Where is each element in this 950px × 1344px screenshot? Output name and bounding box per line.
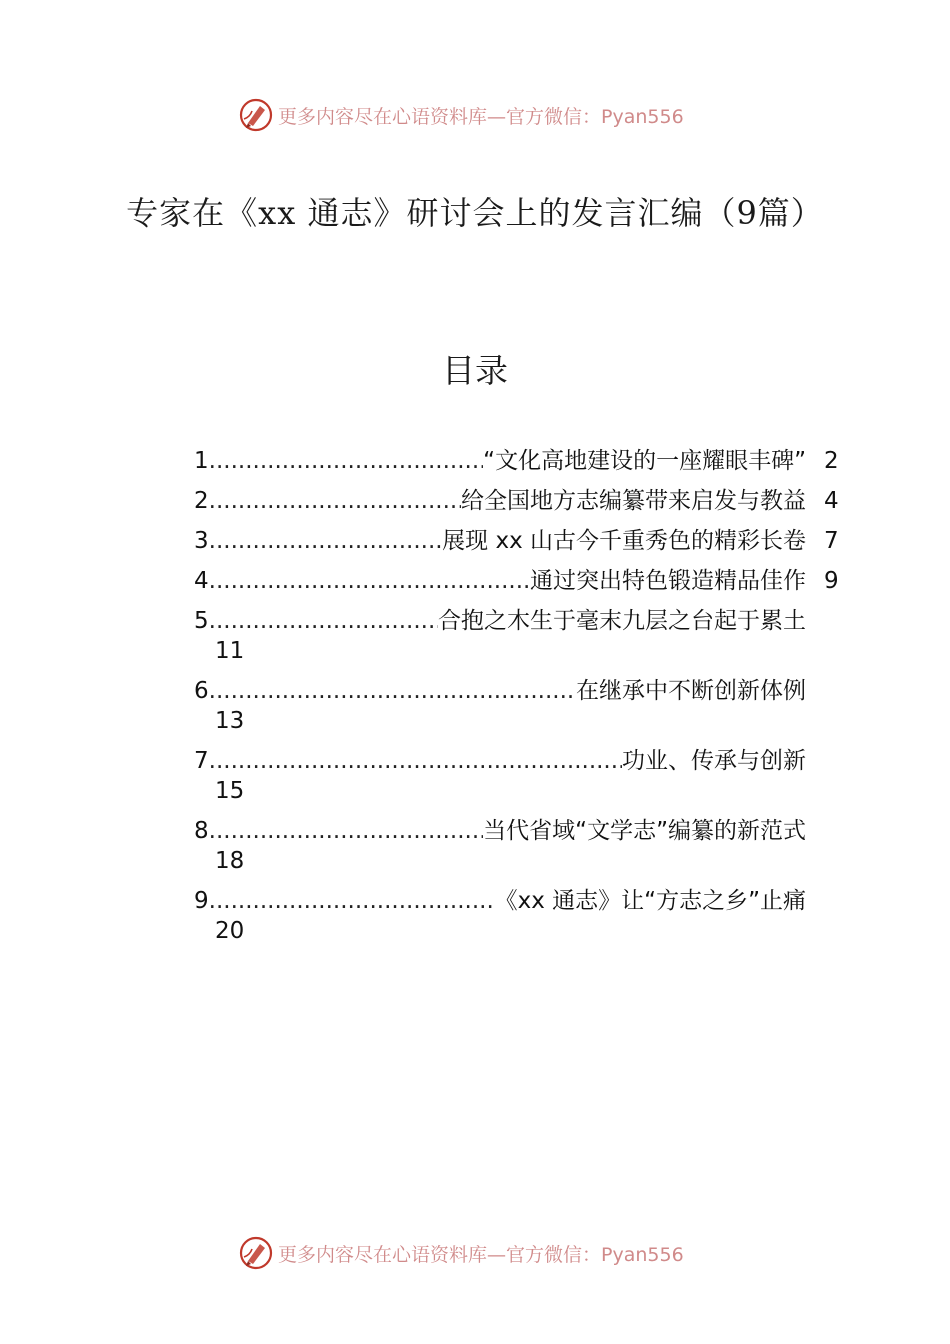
toc-entry-page: 13 [215,708,245,734]
watermark-contact: Pyan556 [601,105,684,128]
toc-entry-number: 3 [194,528,209,554]
watermark-text: 更多内容尽在心语资料库 [278,1243,488,1266]
toc-entry-title: 展现 xx 山古今千重秀色的精彩长卷 [442,528,806,554]
toc-entry-title: 当代省域“文学志”编纂的新范式 [483,818,806,844]
toc-entry-number: 5 [194,608,209,634]
toc-entry-number: 9 [194,888,209,914]
toc-entry-title: 在继承中不断创新体例 [576,678,806,704]
toc-entry[interactable] [194,526,854,566]
watermark-label: 官方微信： [506,105,602,128]
toc-entry[interactable] [194,446,854,486]
toc-entry-page: 2 [824,448,839,474]
toc-leader-dots [209,676,576,706]
toc-entry-number: 4 [194,568,209,594]
watermark-dash: — [487,1243,507,1266]
header-watermark [238,95,758,135]
toc-entry-title: 通过突出特色锻造精品佳作 [530,568,806,594]
toc-entry-page: 9 [824,568,839,594]
toc-entry-page: 11 [215,638,245,664]
toc-entry-number: 7 [194,748,209,774]
toc-leader-dots [209,746,622,776]
toc-entry-number: 2 [194,488,209,514]
pen-logo-icon [238,97,274,133]
footer-watermark [238,1233,758,1273]
toc-entry-title: 合抱之木生于毫末九层之台起于累土 [438,608,806,634]
document-title: 专家在《xx 通志》研讨会上的发言汇编（9篇） [126,194,824,232]
watermark-text: 更多内容尽在心语资料库 [278,105,488,128]
toc-entry-title: 给全国地方志编纂带来启发与教益 [461,488,806,514]
toc-entry-number: 8 [194,818,209,844]
toc-entry[interactable] [194,746,854,816]
toc-entry-page: 15 [215,778,245,804]
toc-entry-title: 功业、传承与创新 [622,748,806,774]
toc-entry[interactable] [194,606,854,676]
toc-leader-dots [209,816,484,846]
watermark-label: 官方微信： [506,1243,602,1266]
table-of-contents [194,446,854,956]
toc-leader-dots [209,566,530,596]
toc-entry-page: 7 [824,528,839,554]
toc-entry-title: “文化高地建设的一座耀眼丰碑” [483,448,806,474]
watermark-contact: Pyan556 [601,1243,684,1266]
toc-entry-page: 4 [824,488,839,514]
toc-leader-dots [209,446,484,476]
toc-entry-page: 20 [215,918,245,944]
pen-logo-icon [238,1235,274,1271]
toc-entry[interactable] [194,486,854,526]
toc-leader-dots [209,486,461,516]
toc-entry-page: 18 [215,848,245,874]
toc-entry[interactable] [194,566,854,606]
toc-entry-title: 《xx 通志》让“方志之乡”止痛 [494,888,806,914]
toc-leader-dots [209,526,443,556]
toc-heading: 目录 [442,351,508,390]
toc-entry-number: 1 [194,448,209,474]
toc-entry-number: 6 [194,678,209,704]
toc-entry[interactable] [194,816,854,886]
toc-leader-dots [209,606,438,636]
toc-leader-dots [209,886,495,916]
watermark-dash: — [487,105,507,128]
toc-entry[interactable] [194,676,854,746]
toc-entry[interactable] [194,886,854,956]
